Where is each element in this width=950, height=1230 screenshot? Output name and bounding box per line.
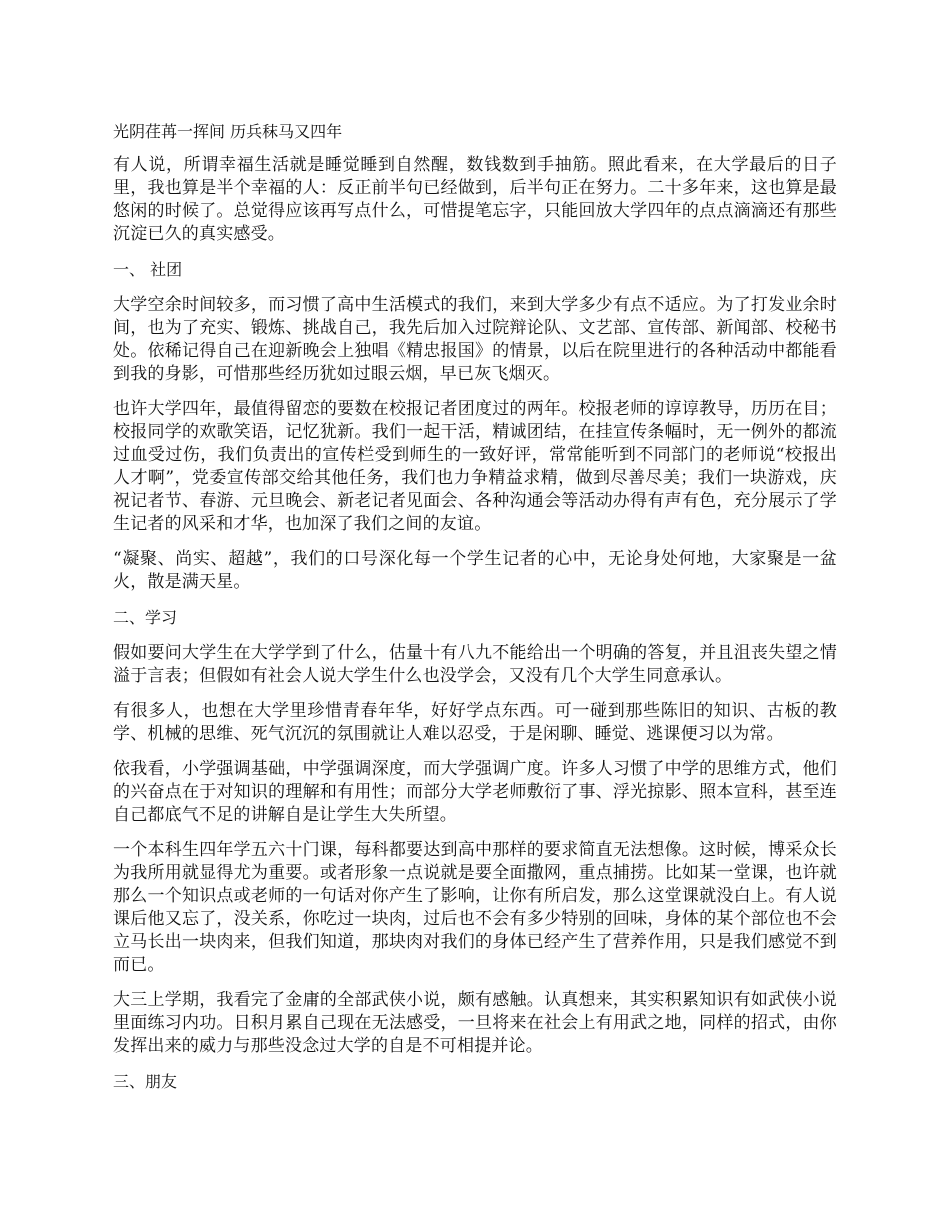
document-page: [113, 120, 837, 1106]
clubs-paragraph-1: 大学空余时间较多，而习惯了高中生活模式的我们，来到大学多少有点不适应。为了打发业余时间，也为了充实、锻炼、挑战自己，我先后加入过院辩论队、文艺部、宣传部、新闻部、校秘书处。依稀记得自己在迎新晚会上独唱《精忠报国》的情景，以后在院里进行的各种活动中都能看到我的身影，可惜那些经历犹如过眼云烟，早已灰飞烟灭。: [113, 295, 837, 384]
section-heading-clubs: 一、 社团: [113, 260, 183, 279]
clubs-paragraph-3: “凝聚、尚实、超越”，我们的口号深化每一个学生记者的心中，无论身处何地，大家聚是一盆火，散是满天星。: [113, 549, 837, 592]
study-paragraph-3: 依我看，小学强调基础，中学强调深度，而大学强调广度。许多人习惯了中学的思维方式，他们的兴奋点在于对知识的理解和有用性；而部分大学老师敷衍了事、浮光掠影、照本宣科，甚至连自己都底气不足的讲解自是让学生大失所望。: [113, 759, 837, 825]
document-title: 光阴荏苒一挥间 历兵秣马又四年: [113, 122, 343, 141]
study-paragraph-1: 假如要问大学生在大学学到了什么，估量十有八九不能给出一个明确的答复，并且沮丧失望之情溢于言表；但假如有社会人说大学生什么也没学会，又没有几个大学生同意承认。: [113, 643, 837, 686]
clubs-paragraph-2: 也许大学四年，最值得留恋的要数在校报记者团度过的两年。校报老师的谆谆教导，历历在目；校报同学的欢歌笑语，记忆犹新。我们一起干活，精诚团结，在挂宣传条幅时，无一例外的都流过血受过伤，我们负责出的宣传栏受到师生的一致好评，常常能听到不同部门的老师说“校报出人才啊”，党委宣传部交给其他任务，我们也力争精益求精，做到尽善尽美；我们一块游戏，庆祝记者节、春游、元旦晚会、新老记者见面会、各种沟通会等活动办得有声有色，充分展示了学生记者的风采和才华，也加深了我们之间的友谊。: [113, 399, 837, 534]
study-paragraph-2: 有很多人，也想在大学里珍惜青春年华，好好学点东西。可一碰到那些陈旧的知识、古板的教学、机械的思维、死气沉沉的氛围就让人难以忍受，于是闲聊、睡觉、逃课便习以为常。: [113, 701, 837, 744]
intro-paragraph: 有人说，所谓幸福生活就是睡觉睡到自然醒，数钱数到手抽筋。照此看来，在大学最后的日子里，我也算是半个幸福的人：反正前半句已经做到，后半句正在努力。二十多年来，这也算是最悠闲的时候了。总觉得应该再写点什么，可惜提笔忘字，只能回放大学四年的点点滴滴还有那些沉淀已久的真实感受。: [113, 155, 837, 244]
section-heading-friends: 三、朋友: [113, 1072, 178, 1091]
section-heading-study: 二、学习: [113, 608, 178, 627]
study-paragraph-5: 大三上学期，我看完了金庸的全部武侠小说，颇有感触。认真想来，其实积累知识有如武侠小说里面练习内功。日积月累自己现在无法感受，一旦将来在社会上有用武之地，同样的招式，由你发挥出来的威力与那些没念过大学的自是不可相提并论。: [113, 990, 837, 1056]
study-paragraph-4: 一个本科生四年学五六十门课，每科都要达到高中那样的要求简直无法想像。这时候，博采众长为我所用就显得尤为重要。或者形象一点说就是要全面撒网，重点捕捞。比如某一堂课，也许就那么一个知识点或老师的一句话对你产生了影响，让你有所启发，那么这堂课就没白上。有人说课后他又忘了，没关系，你吃过一块肉，过后也不会有多少特别的回味，身体的某个部位也不会立马长出一块肉来，但我们知道，那块肉对我们的身体已经产生了营养作用，只是我们感觉不到而已。: [113, 840, 837, 975]
